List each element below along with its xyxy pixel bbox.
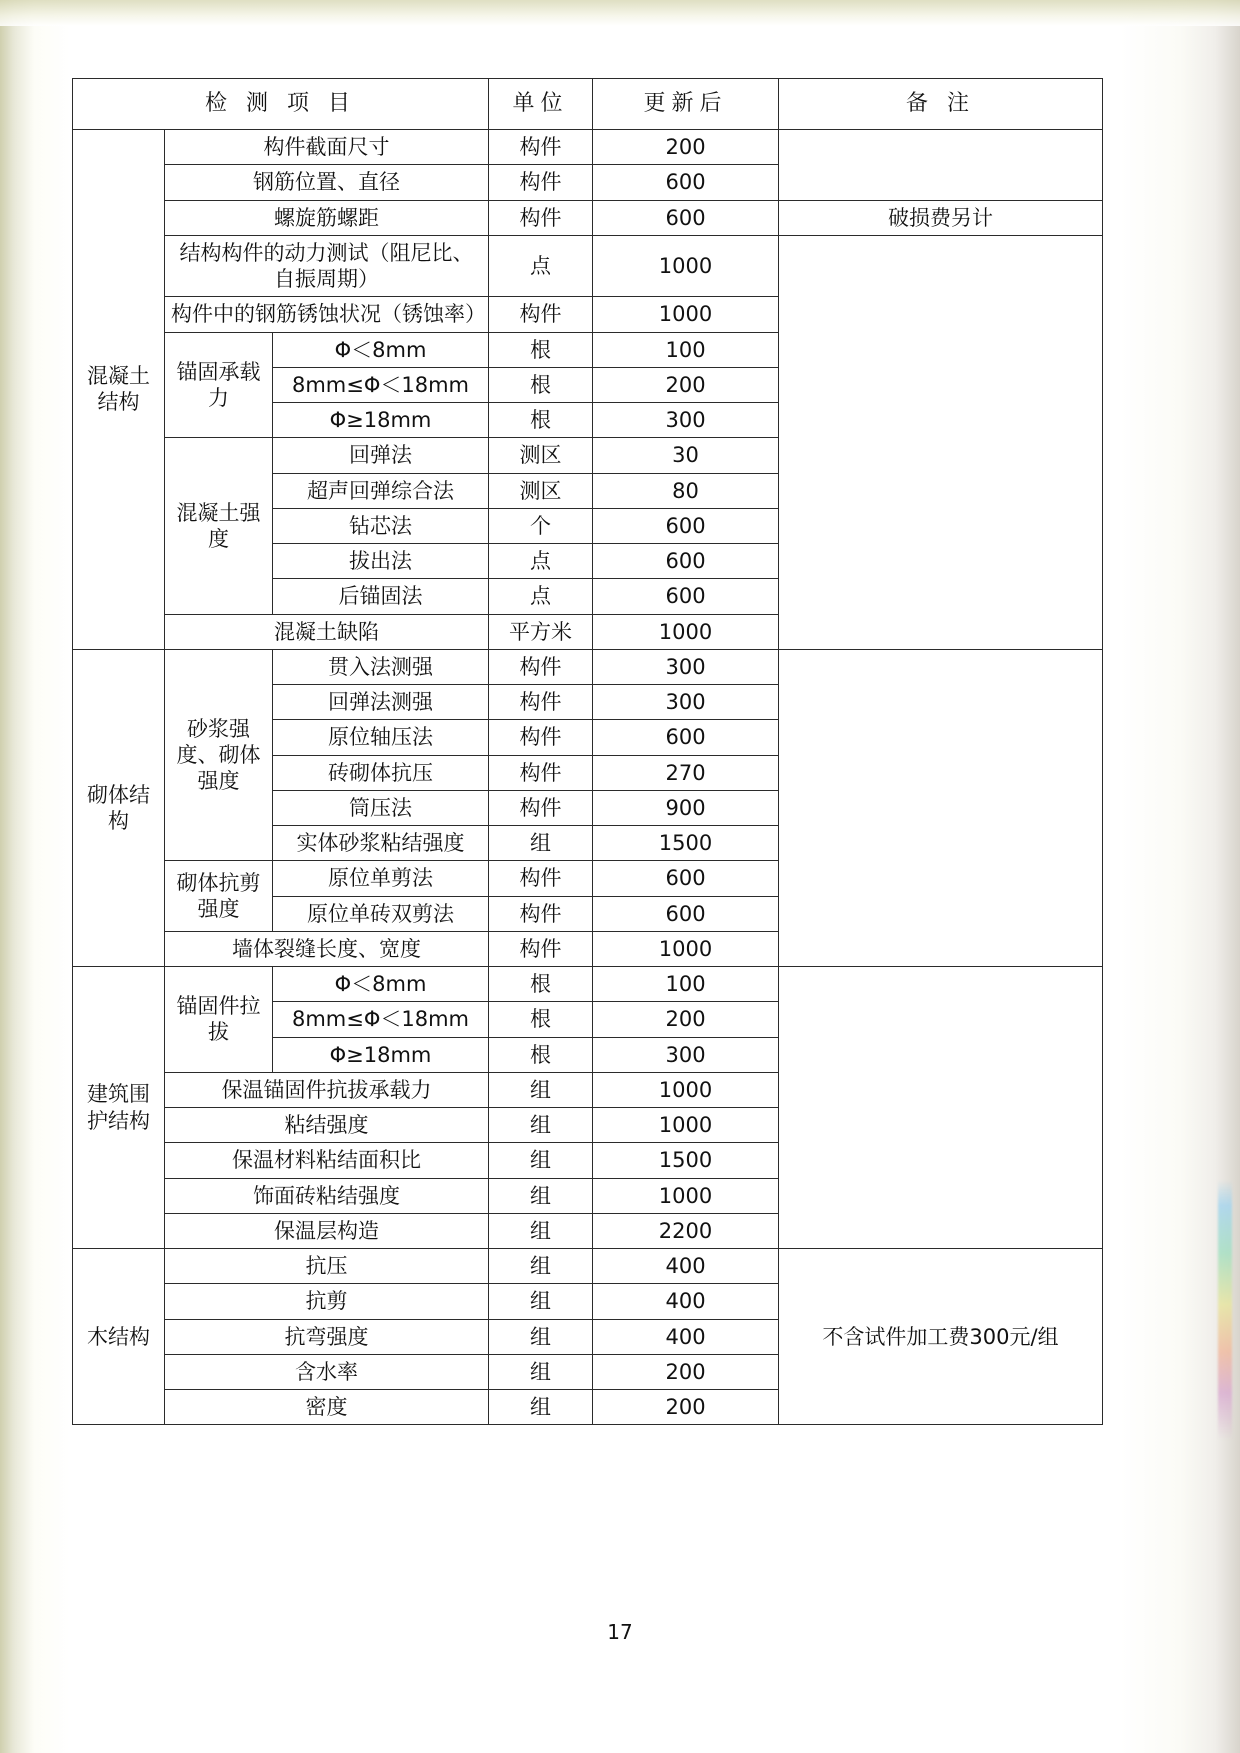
price-cell: 200 [593,1390,779,1425]
price-cell: 1000 [593,1178,779,1213]
unit-cell: 组 [489,1284,593,1319]
price-cell: 1000 [593,1108,779,1143]
table-row [73,967,1103,1002]
item-cell: 抗剪 [165,1284,489,1319]
unit-cell: 点 [489,579,593,614]
price-cell: 200 [593,130,779,165]
header-item: 检 测 项 目 [73,79,489,130]
scan-top-band [0,0,1240,26]
item-cell: 8mm≤Φ＜18mm [273,367,489,402]
scan-color-artifact [1218,1180,1232,1440]
unit-cell: 平方米 [489,614,593,649]
unit-cell: 组 [489,1319,593,1354]
item-cell: 回弹法测强 [273,685,489,720]
price-cell: 1000 [593,235,779,297]
item-cell: 原位单砖双剪法 [273,896,489,931]
unit-cell: 构件 [489,720,593,755]
item-cell: 原位轴压法 [273,720,489,755]
item-cell: 构件截面尺寸 [165,130,489,165]
note-cell [779,649,1103,966]
page-number: 17 [607,1620,633,1644]
table-row [73,130,1103,165]
table-row [73,649,1103,684]
item-cell: 回弹法 [273,438,489,473]
price-cell: 900 [593,790,779,825]
table-row [73,200,1103,235]
unit-cell: 点 [489,544,593,579]
header-unit: 单位 [489,79,593,130]
price-cell: 300 [593,649,779,684]
category-cell: 建筑围护结构 [73,967,165,1249]
unit-cell: 构件 [489,165,593,200]
unit-cell: 组 [489,1108,593,1143]
unit-cell: 构件 [489,755,593,790]
price-cell: 30 [593,438,779,473]
unit-cell: 点 [489,235,593,297]
unit-cell: 测区 [489,473,593,508]
item-cell: 墙体裂缝长度、宽度 [165,931,489,966]
unit-cell: 根 [489,332,593,367]
price-cell: 600 [593,165,779,200]
subcategory-cell: 锚固件拉拔 [165,967,273,1073]
unit-cell: 构件 [489,297,593,332]
item-cell: 饰面砖粘结强度 [165,1178,489,1213]
unit-cell: 测区 [489,438,593,473]
item-cell: 密度 [165,1390,489,1425]
subcategory-cell: 砌体抗剪强度 [165,861,273,932]
unit-cell: 构件 [489,649,593,684]
price-cell: 2200 [593,1213,779,1248]
category-cell: 砌体结构 [73,649,165,966]
subcategory-cell: 砂浆强度、砌体强度 [165,649,273,861]
unit-cell: 组 [489,1178,593,1213]
unit-cell: 组 [489,1213,593,1248]
price-cell: 400 [593,1249,779,1284]
item-cell: 保温层构造 [165,1213,489,1248]
item-cell: 钢筋位置、直径 [165,165,489,200]
item-cell: 筒压法 [273,790,489,825]
item-cell: Φ＜8mm [273,967,489,1002]
note-cell: 破损费另计 [779,200,1103,235]
item-cell: 粘结强度 [165,1108,489,1143]
price-cell: 400 [593,1319,779,1354]
item-cell: 拔出法 [273,544,489,579]
unit-cell: 构件 [489,200,593,235]
price-cell: 600 [593,861,779,896]
unit-cell: 根 [489,1037,593,1072]
unit-cell: 根 [489,367,593,402]
category-cell: 混凝土结构 [73,130,165,650]
note-cell [779,235,1103,649]
unit-cell: 组 [489,826,593,861]
unit-cell: 组 [489,1390,593,1425]
unit-cell: 组 [489,1249,593,1284]
item-cell: 贯入法测强 [273,649,489,684]
item-cell: 钻芯法 [273,508,489,543]
unit-cell: 组 [489,1143,593,1178]
price-cell: 300 [593,685,779,720]
item-cell: 砖砌体抗压 [273,755,489,790]
price-cell: 100 [593,967,779,1002]
item-cell: 实体砂浆粘结强度 [273,826,489,861]
price-cell: 600 [593,720,779,755]
price-cell: 600 [593,544,779,579]
item-cell: Φ≥18mm [273,1037,489,1072]
unit-cell: 构件 [489,931,593,966]
price-cell: 1000 [593,297,779,332]
unit-cell: 构件 [489,861,593,896]
table-row [73,1249,1103,1284]
price-cell: 80 [593,473,779,508]
subcategory-cell: 混凝土强度 [165,438,273,614]
price-cell: 300 [593,1037,779,1072]
subcategory-cell: 锚固承载力 [165,332,273,438]
price-cell: 270 [593,755,779,790]
price-cell: 400 [593,1284,779,1319]
unit-cell: 构件 [489,130,593,165]
price-cell: 600 [593,508,779,543]
item-cell: 保温材料粘结面积比 [165,1143,489,1178]
item-cell: 混凝土缺陷 [165,614,489,649]
unit-cell: 组 [489,1354,593,1389]
unit-cell: 根 [489,967,593,1002]
unit-cell: 构件 [489,790,593,825]
header-after-update: 更新后 [593,79,779,130]
item-cell: 抗弯强度 [165,1319,489,1354]
header-note: 备 注 [779,79,1103,130]
unit-cell: 构件 [489,685,593,720]
item-cell: 保温锚固件抗拔承载力 [165,1072,489,1107]
price-cell: 300 [593,403,779,438]
price-cell: 200 [593,1354,779,1389]
item-cell: 原位单剪法 [273,861,489,896]
price-cell: 1500 [593,1143,779,1178]
table-header-row [73,79,1103,130]
unit-cell: 构件 [489,896,593,931]
item-cell: 8mm≤Φ＜18mm [273,1002,489,1037]
item-cell: Φ≥18mm [273,403,489,438]
item-cell: 含水率 [165,1354,489,1389]
table-row [73,235,1103,297]
item-cell: 螺旋筋螺距 [165,200,489,235]
unit-cell: 根 [489,403,593,438]
price-cell: 600 [593,200,779,235]
price-cell: 200 [593,367,779,402]
price-cell: 1500 [593,826,779,861]
price-table-container [72,78,1102,1425]
unit-cell: 个 [489,508,593,543]
inspection-price-table [72,78,1103,1425]
item-cell: 构件中的钢筋锈蚀状况（锈蚀率） [165,297,489,332]
price-cell: 1000 [593,1072,779,1107]
category-cell: 木结构 [73,1249,165,1425]
price-cell: 600 [593,896,779,931]
unit-cell: 组 [489,1072,593,1107]
item-cell: Φ＜8mm [273,332,489,367]
price-cell: 600 [593,579,779,614]
price-cell: 100 [593,332,779,367]
note-cell [779,130,1103,201]
price-cell: 1000 [593,614,779,649]
item-cell: 结构构件的动力测试（阻尼比、自振周期） [165,235,489,297]
unit-cell: 根 [489,1002,593,1037]
price-cell: 1000 [593,931,779,966]
price-cell: 200 [593,1002,779,1037]
item-cell: 超声回弹综合法 [273,473,489,508]
item-cell: 后锚固法 [273,579,489,614]
note-cell: 不含试件加工费300元/组 [779,1249,1103,1425]
item-cell: 抗压 [165,1249,489,1284]
note-cell [779,967,1103,1249]
